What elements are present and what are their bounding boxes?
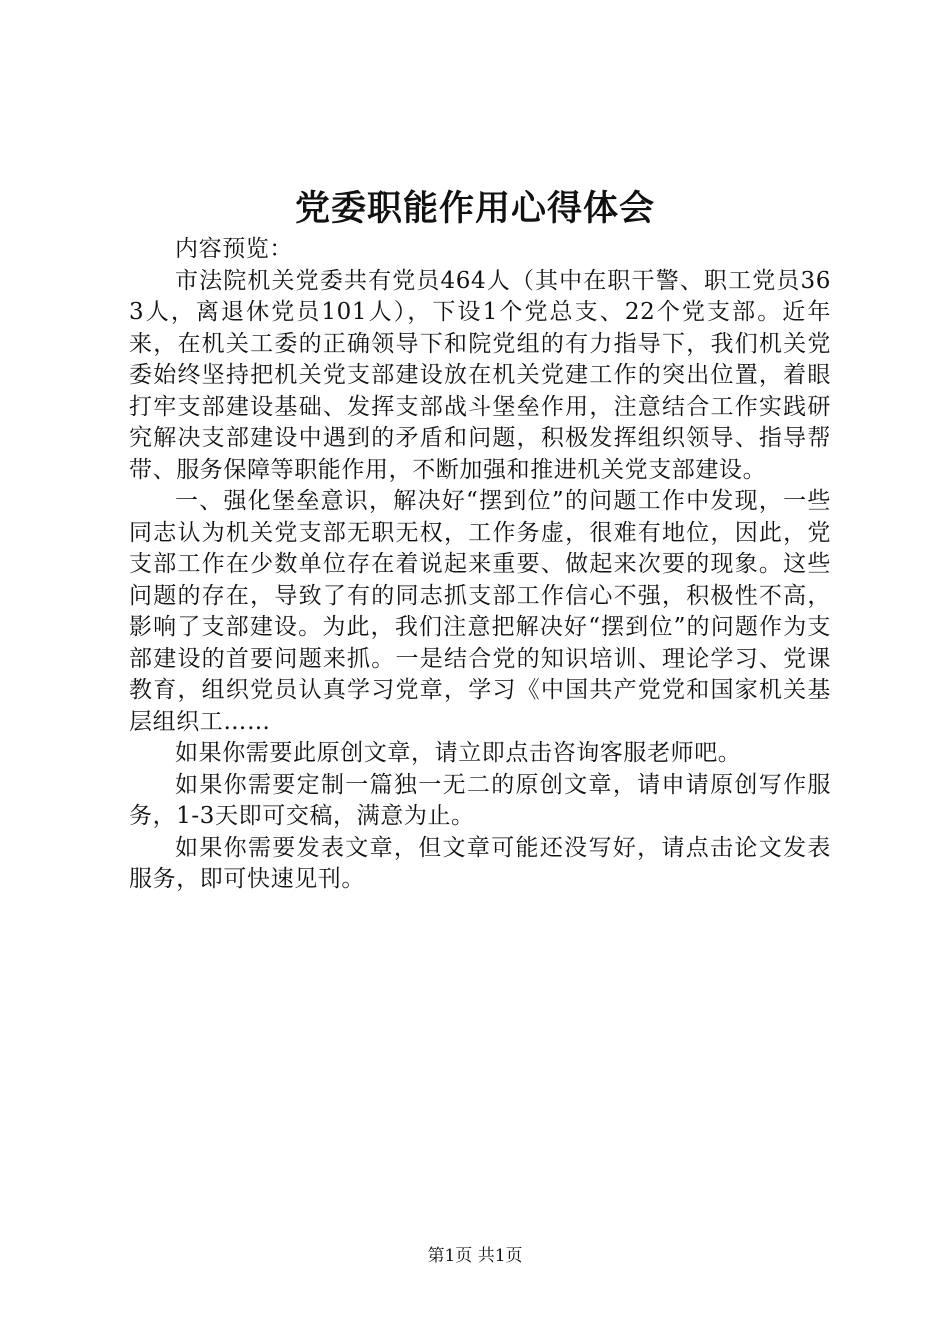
promo-custom-writing: 如果你需要定制一篇独一无二的原创文章，请申请原创写作服务，1-3天即可交稿，满意为止。: [129, 771, 831, 829]
preview-label: 内容预览：: [175, 236, 293, 262]
promo-publish-service: 如果你需要发表文章，但文章可能还没写好，请点击论文发表服务，即可快速见刊。: [129, 834, 831, 892]
paragraph-intro: 市法院机关党委共有党员464人（其中在职干警、职工党员363人，离退休党员101人），下设1个党总支、22个党支部。近年来，在机关工委的正确领导下和院党组的有力指导下，我们机关党委始终坚持把机关党支部建设放在机关党建工作的突出位置，着眼打牢支部建设基础、发挥支部战斗堡垒作用，注意结合工作实践研究解决支部建设中遇到的矛盾和问题，积极发挥组织领导、指导帮带、服务保障等职能作用，不断加强和推进机关党支部建设。: [129, 267, 831, 483]
document-body: [129, 234, 831, 896]
promo-original-article: 如果你需要此原创文章，请立即点击咨询客服老师吧。: [175, 740, 742, 766]
page-title: 党委职能作用心得体会: [294, 188, 655, 229]
page-footer: 第1页 共1页: [427, 1246, 523, 1266]
paragraph-section-one: 一、强化堡垒意识，解决好“摆到位”的问题工作中发现，一些同志认为机关党支部无职无权，工作务虚，很难有地位，因此，党支部工作在少数单位存在着说起来重要、做起来次要的现象。这些问题的存在，导致了有的同志抓支部工作信心不强，积极性不高，影响了支部建设。为此，我们注意把解决好“摆到位”的问题作为支部建设的首要问题来抓。一是结合党的知识培训、理论学习、党课教育，组织党员认真学习党章，学习《中国共产党党和国家机关基层组织工……: [129, 488, 831, 735]
